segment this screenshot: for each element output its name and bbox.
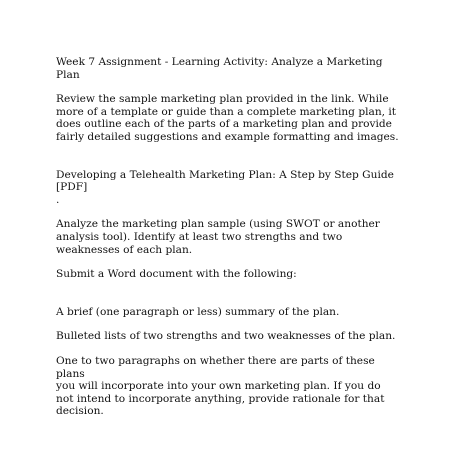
analyze-paragraph: Analyze the marketing plan sample (using SWOT or another analysis tool). Identify at least two strengths and two weaknesses of each plan. xyxy=(56,218,380,256)
resource-link[interactable]: Developing a Telehealth Marketing Plan: A Step by Step Guide [PDF] . xyxy=(56,168,394,206)
requirement-summary: A brief (one paragraph or less) summary of the plan. xyxy=(56,305,340,318)
requirement-paragraphs: One to two paragraphs on whether there are parts of these plans you will incorporate into your own marketing plan. If you do not intend to incorporate anything, provide rationale for that decision. xyxy=(56,354,385,418)
document-body xyxy=(56,56,401,418)
assignment-title: Week 7 Assignment - Learning Activity: Analyze a Marketing Plan xyxy=(56,56,383,81)
submit-instruction: Submit a Word document with the following: xyxy=(56,268,297,281)
intro-paragraph: Review the sample marketing plan provided in the link. While more of a template or guide than a complete marketing plan, it does outline each of the parts of a marketing plan and provide fairly detailed suggestions and example formatting and images. xyxy=(56,93,399,143)
requirement-bullets: Bulleted lists of two strengths and two weaknesses of the plan. xyxy=(56,330,396,343)
